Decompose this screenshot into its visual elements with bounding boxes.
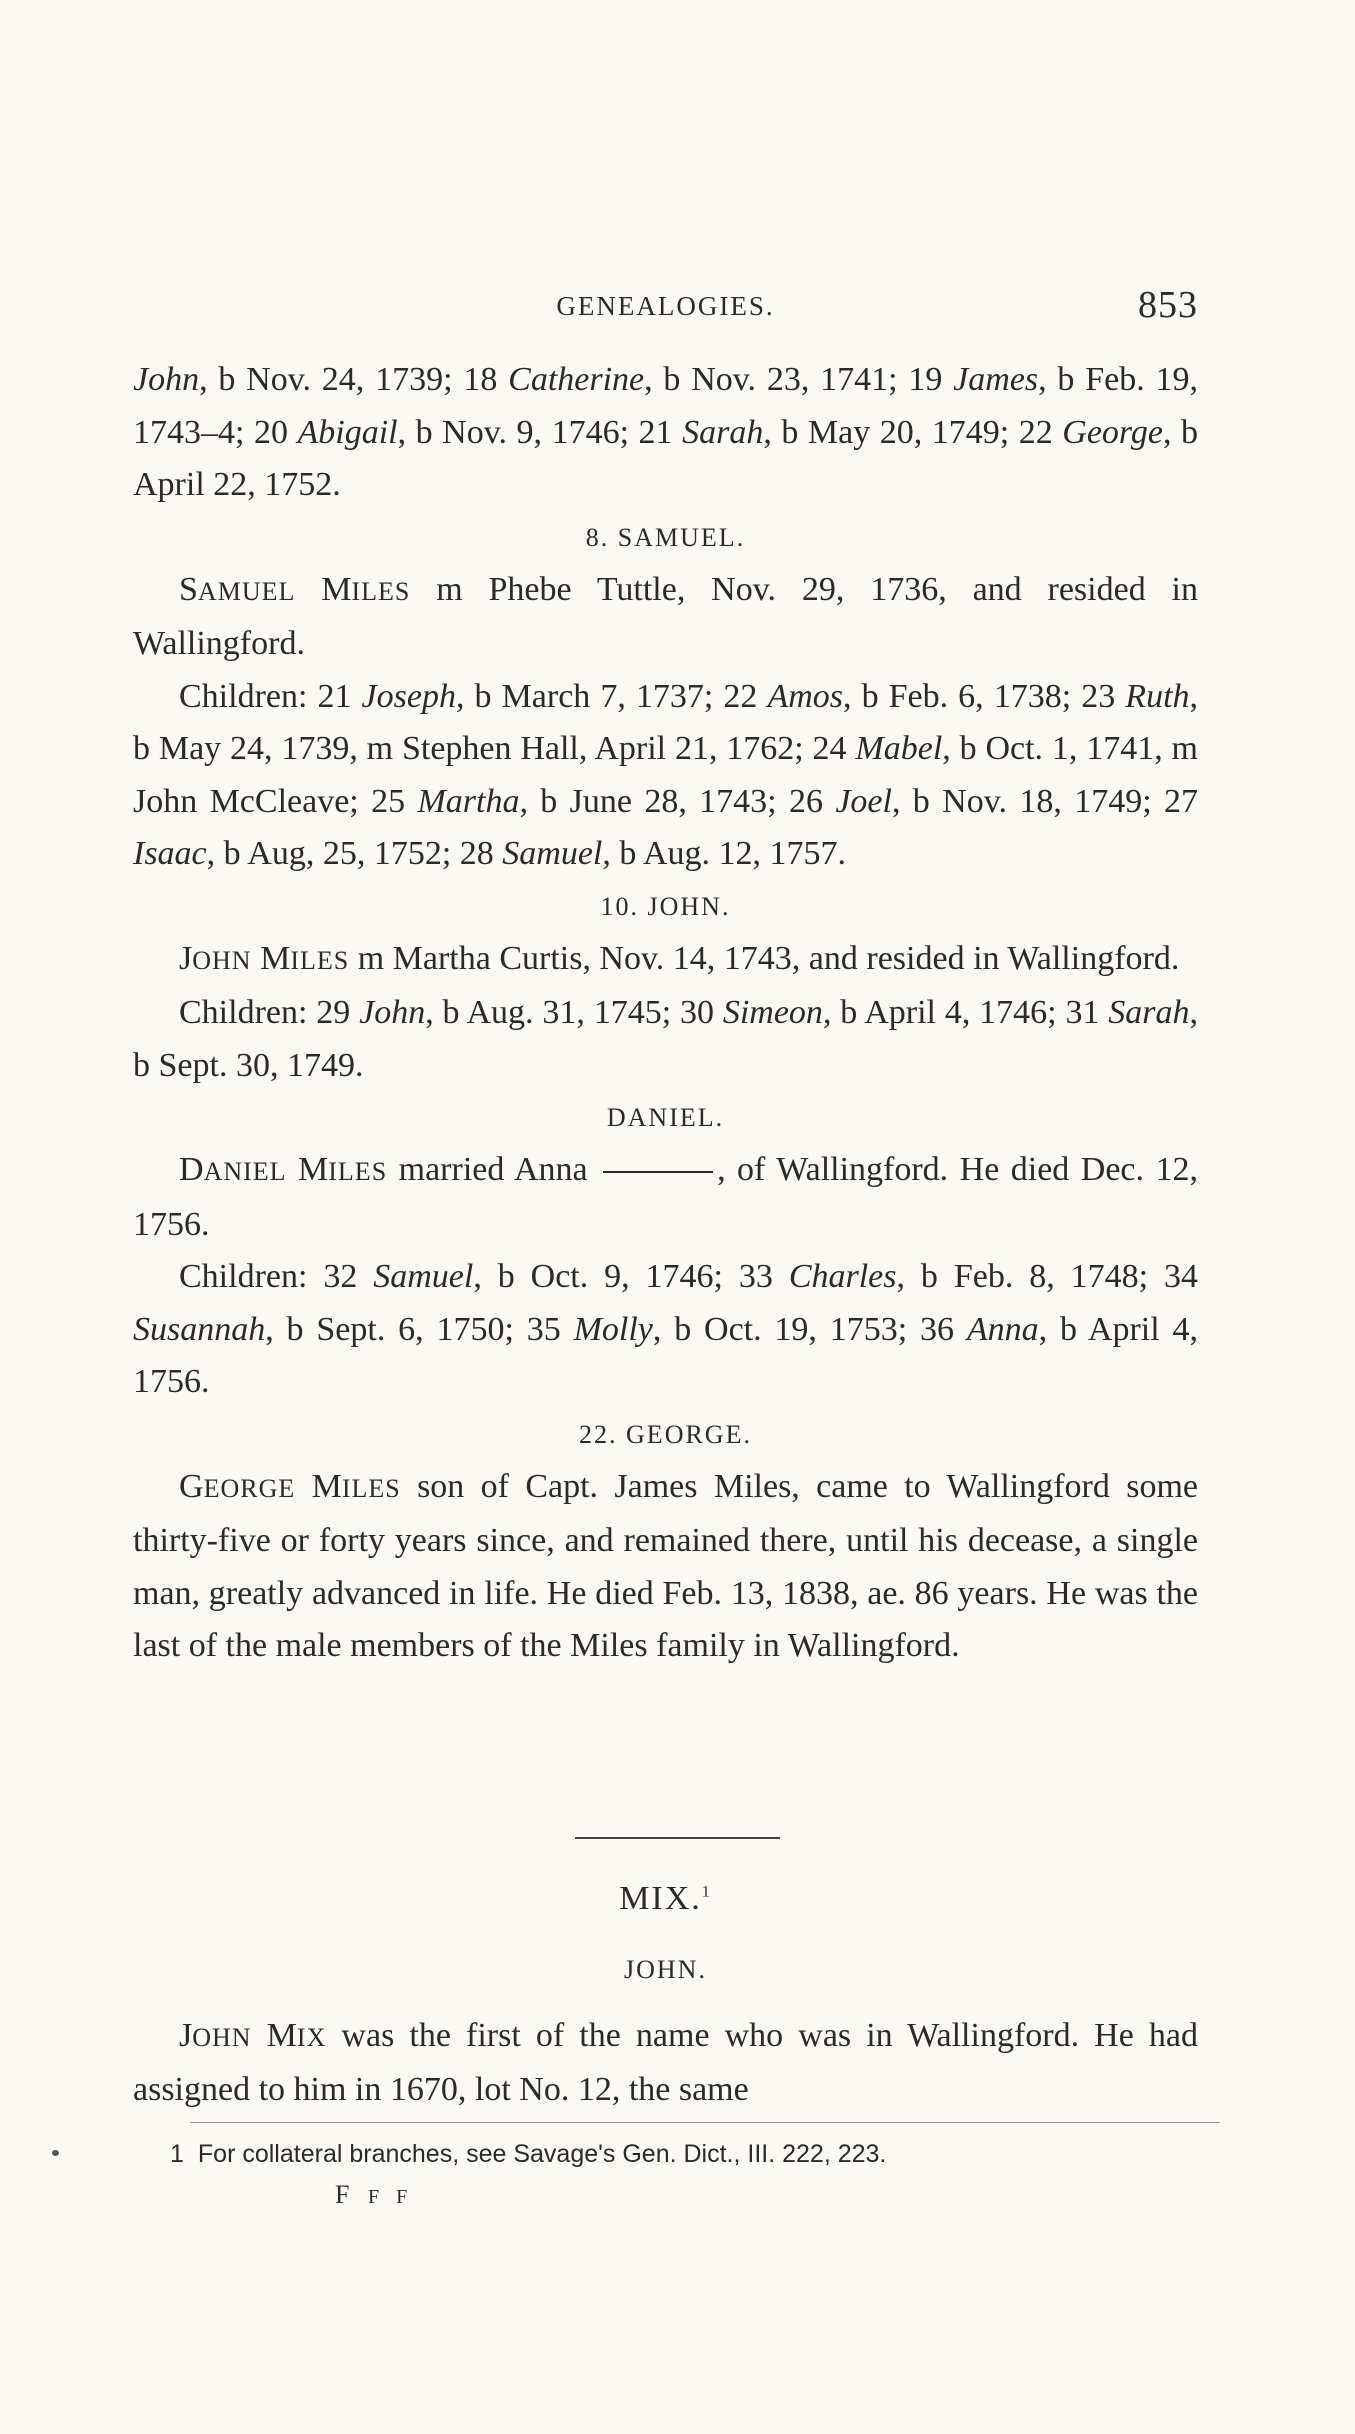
entry-text: , b Sept. 6, 1750; 35 bbox=[265, 1310, 574, 1348]
child-name: Isaac bbox=[133, 835, 207, 872]
paragraph-george bbox=[133, 1461, 1198, 1673]
child-name: Sarah bbox=[1108, 994, 1190, 1031]
small-caps-rest: EORGE bbox=[203, 1473, 296, 1503]
small-caps-rest: OHN bbox=[192, 2023, 252, 2052]
running-head bbox=[133, 283, 1198, 333]
child-name: Mabel bbox=[855, 730, 943, 767]
child-name: Joseph bbox=[361, 677, 456, 715]
entry-text: was the first of the name who was in Wallingford. He had assigned to him in 1670, lot No. 12, the same bbox=[133, 2017, 1199, 2108]
child-name: Samuel bbox=[373, 1258, 474, 1295]
entry-text: , b Oct. 9, 1746; 33 bbox=[473, 1258, 789, 1295]
entry-text: , b Aug. 31, 1745; 30 bbox=[425, 994, 723, 1031]
small-caps-rest: IX bbox=[296, 2023, 327, 2052]
entry-text: , b April 4, 1756. bbox=[133, 1310, 1198, 1400]
entry-text: , b Feb. 8, 1748; 34 bbox=[896, 1258, 1198, 1295]
margin-mark bbox=[52, 2150, 59, 2156]
entry-text: Children: 29 bbox=[179, 994, 360, 1031]
entry-text: , b Oct. 19, 1753; 36 bbox=[652, 1310, 967, 1348]
entry-text: m Martha Curtis, Nov. 14, 1743, and resided in Wallingford. bbox=[349, 939, 1180, 977]
paragraph-john-children bbox=[133, 987, 1198, 1092]
entry-text: m Phebe Tuttle, Nov. 29, 1736, and resided in Wallingford. bbox=[133, 570, 1198, 662]
footnote-text: For collateral branches, see Savage's Gen. Dict., III. 222, 223. bbox=[197, 2140, 887, 2168]
footnote-rule bbox=[190, 2122, 1220, 2123]
small-caps-rest: ILES bbox=[290, 945, 350, 975]
signature-letters-small: F F bbox=[367, 2186, 414, 2208]
child-name: James bbox=[953, 361, 1039, 398]
entry-text: , b March 7, 1737; 22 bbox=[455, 677, 768, 715]
child-name: John bbox=[359, 994, 426, 1031]
small-caps-initial: J bbox=[179, 939, 193, 977]
section-heading-samuel: 8. SAMUEL. bbox=[585, 522, 746, 552]
small-caps-initial: G bbox=[179, 1467, 204, 1505]
footnote-reference: 1 bbox=[701, 1883, 712, 1901]
paragraph-john-mix bbox=[133, 2010, 1198, 2116]
child-name: George bbox=[1062, 413, 1163, 451]
child-name: Joel bbox=[835, 782, 892, 820]
running-head-title: GENEALOGIES. bbox=[556, 291, 775, 321]
entry-text: , b April 22, 1752. bbox=[133, 413, 1199, 503]
entry-text: , b Nov. 23, 1741; 19 bbox=[644, 361, 954, 398]
child-name: Simeon bbox=[722, 994, 823, 1031]
paragraph-samuel bbox=[133, 564, 1198, 671]
small-caps-initial: M bbox=[311, 1467, 342, 1505]
child-name: Martha bbox=[417, 782, 520, 820]
small-caps-initial: M bbox=[266, 2017, 297, 2054]
small-caps-rest: ANIEL bbox=[203, 1157, 287, 1186]
small-caps-initial: J bbox=[179, 2017, 193, 2054]
small-caps-initial: S bbox=[179, 570, 198, 608]
small-caps-rest: ILES bbox=[351, 576, 411, 606]
child-name: Molly bbox=[573, 1310, 653, 1348]
child-name: Anna bbox=[966, 1310, 1039, 1348]
paragraph-daniel bbox=[133, 1144, 1198, 1251]
small-caps-initial: M bbox=[260, 939, 291, 977]
entry-text: , b Nov. 24, 1739; 18 bbox=[199, 361, 509, 398]
page-number: 853 bbox=[1138, 284, 1198, 326]
child-name: Abigail bbox=[297, 413, 398, 451]
entry-text: , b Feb. 19, 1743–4; 20 bbox=[133, 361, 1199, 451]
entry-text: , b Aug, 25, 1752; 28 bbox=[206, 835, 503, 872]
child-name: Susannah bbox=[133, 1310, 266, 1348]
small-caps-initial: D bbox=[179, 1151, 204, 1188]
entry-text: , of Wallingford. He died Dec. 12, 1756. bbox=[133, 1151, 1198, 1243]
small-caps-initial: M bbox=[321, 570, 352, 608]
section-heading-daniel: DANIEL. bbox=[606, 1103, 725, 1132]
paragraph-samuel-children bbox=[133, 671, 1198, 881]
entry-text: , b Nov. 9, 1746; 21 bbox=[397, 413, 683, 451]
footnote bbox=[170, 2134, 1220, 2174]
section-heading-john: 10. JOHN. bbox=[600, 891, 731, 921]
footnote-number: 1 bbox=[170, 2140, 184, 2168]
entry-text: married Anna bbox=[387, 1151, 600, 1188]
child-name: Ruth bbox=[1125, 677, 1190, 715]
entry-text: , b May 20, 1749; 22 bbox=[763, 413, 1063, 451]
section-heading-george: 22. GEORGE. bbox=[579, 1419, 752, 1449]
entry-text: , b Sept. 30, 1749. bbox=[133, 994, 1199, 1084]
body-text bbox=[133, 354, 1198, 1673]
entry-text: , b Oct. 1, 1741, m John McCleave; 25 bbox=[133, 730, 1198, 820]
entry-text: son of Capt. James Miles, came to Wallingford some thirty-five or forty years since, and remained there, until his decease, a single man, greatly advanced in life. He died Feb. 13, 1838, ae. 86 years. He was the last of the male members of the Miles family in Wallingford. bbox=[133, 1467, 1198, 1664]
child-name: Sarah bbox=[682, 413, 764, 451]
entry-text: , b May 24, 1739, m Stephen Hall, April 21, 1762; 24 bbox=[133, 677, 1199, 767]
entry-text: , b Nov. 18, 1749; 27 bbox=[891, 782, 1198, 820]
section-title-text: MIX. bbox=[619, 1880, 702, 1917]
small-caps-rest: AMUEL bbox=[197, 576, 296, 606]
small-caps-initial: M bbox=[298, 1151, 329, 1188]
small-caps-rest: OHN bbox=[192, 945, 252, 975]
child-name: Amos bbox=[767, 677, 844, 715]
entry-text: , b Aug. 12, 1757. bbox=[602, 835, 847, 872]
paragraph-john bbox=[133, 933, 1198, 988]
entry-text: Children: 21 bbox=[179, 677, 362, 715]
child-name: Samuel bbox=[502, 835, 603, 872]
entry-text: , b June 28, 1743; 26 bbox=[519, 782, 836, 820]
child-name: Charles bbox=[788, 1258, 897, 1295]
printer-signature bbox=[335, 2180, 413, 2210]
child-name: Catherine bbox=[508, 361, 645, 398]
section-heading-mix-john: JOHN. bbox=[624, 1955, 707, 1984]
signature-letter: F bbox=[335, 2180, 356, 2209]
entry-text: Children: 32 bbox=[179, 1258, 374, 1295]
small-caps-rest: ILES bbox=[341, 1473, 401, 1503]
small-caps-rest: ILES bbox=[328, 1157, 388, 1186]
blank-dash bbox=[603, 1171, 713, 1173]
mix-body-text bbox=[133, 2010, 1198, 2116]
entry-text: , b April 4, 1746; 31 bbox=[822, 994, 1109, 1031]
paragraph-daniel-children bbox=[133, 1251, 1198, 1409]
entry-text: , b Feb. 6, 1738; 23 bbox=[843, 677, 1126, 715]
child-name: John bbox=[133, 361, 200, 398]
section-title-mix bbox=[133, 1880, 1198, 1918]
section-divider bbox=[575, 1837, 780, 1839]
paragraph-children-continued bbox=[133, 354, 1198, 512]
